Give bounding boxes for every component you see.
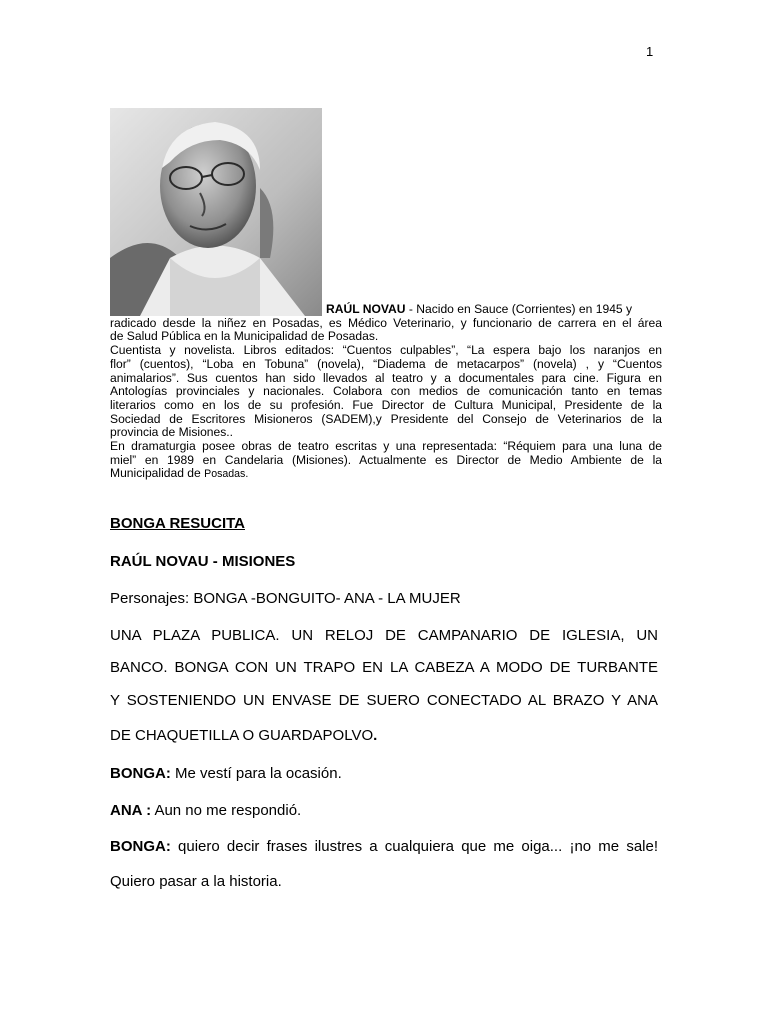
dialogue-line-3: BONGA: quiero decir frases ilustres a cualquiera que me oiga... ¡no me sale! bbox=[110, 838, 658, 855]
bio-line-7: literarios como en los de su profesión. Fue Director de Cultura Municipal, Presidente de la bbox=[110, 397, 662, 412]
stage-direction-line-1: UNA PLAZA PUBLICA. UN RELOJ DE CAMPANARIO DE IGLESIA, UN bbox=[110, 627, 658, 644]
bio-line-3: Cuentista y novelista. Libros editados: “Cuentos culpables”, “La espera bajo los naranjos en bbox=[110, 343, 662, 358]
page-number: 1 bbox=[646, 44, 654, 59]
play-author-line: RAÚL NOVAU - MISIONES bbox=[110, 553, 296, 570]
speaker: BONGA: bbox=[110, 838, 171, 855]
author-name: RAÚL NOVAU bbox=[326, 302, 406, 316]
speaker: BONGA: bbox=[110, 765, 171, 782]
bio-line-2: de Salud Pública en la Municipalidad de Posadas. bbox=[110, 329, 379, 344]
bio-line-12: Municipalidad de Posadas. bbox=[110, 466, 249, 481]
dialogue-continuation: Quiero pasar a la historia. bbox=[110, 873, 282, 890]
bio-line-6: Antologías provinciales y nacionales. Colabora con medios de comunicación tanto en temas bbox=[110, 384, 662, 399]
bio-line-1: radicado desde la niñez en Posadas, es Médico Veterinario, y funcionario de carrera en el área bbox=[110, 315, 662, 330]
bio-line-0: RAÚL NOVAU - Nacido en Sauce (Corrientes) en 1945 y bbox=[326, 302, 633, 316]
dialogue-line-1: BONGA: Me vestí para la ocasión. bbox=[110, 765, 342, 782]
bio-line-8: Sociedad de Escritores Misioneros (SADEM),y Presidente del Consejo de Veterinarios de la bbox=[110, 411, 662, 426]
dialogue-line-2: ANA : Aun no me respondió. bbox=[110, 802, 302, 819]
bio-line-5: animalarios”. Sus cuentos han sido llevados al teatro y a documentales para cine. Figura en bbox=[110, 370, 662, 385]
characters-line: Personajes: BONGA -BONGUITO- ANA - LA MUJER bbox=[110, 590, 461, 607]
stage-direction-line-4: DE CHAQUETILLA O GUARDAPOLVO. bbox=[110, 727, 378, 744]
play-title: BONGA RESUCITA bbox=[110, 515, 245, 532]
stage-direction-line-2: BANCO. BONGA CON UN TRAPO EN LA CABEZA A MODO DE TURBANTE bbox=[110, 659, 658, 676]
bio-line-9: provincia de Misiones.. bbox=[110, 425, 234, 440]
author-bio bbox=[110, 303, 662, 482]
author-portrait-image bbox=[110, 108, 322, 316]
bio-line-11: miel” en 1989 en Candelaria (Misiones). Actualmente es Director de Medio Ambiente de la bbox=[110, 452, 662, 467]
bio-line-10: En dramaturgia posee obras de teatro escritas y una representada: “Réquiem para una luna de bbox=[110, 439, 662, 454]
stage-direction-line-3: Y SOSTENIENDO UN ENVASE DE SUERO CONECTADO AL BRAZO Y ANA bbox=[110, 692, 658, 709]
bio-line-4: flor” (cuentos), “Loba en Tobuna” (novela), “Diadema de metacarpos” (novela) , y “Cuentos bbox=[110, 356, 662, 371]
speaker: ANA : bbox=[110, 802, 152, 819]
author-photo bbox=[110, 108, 322, 316]
